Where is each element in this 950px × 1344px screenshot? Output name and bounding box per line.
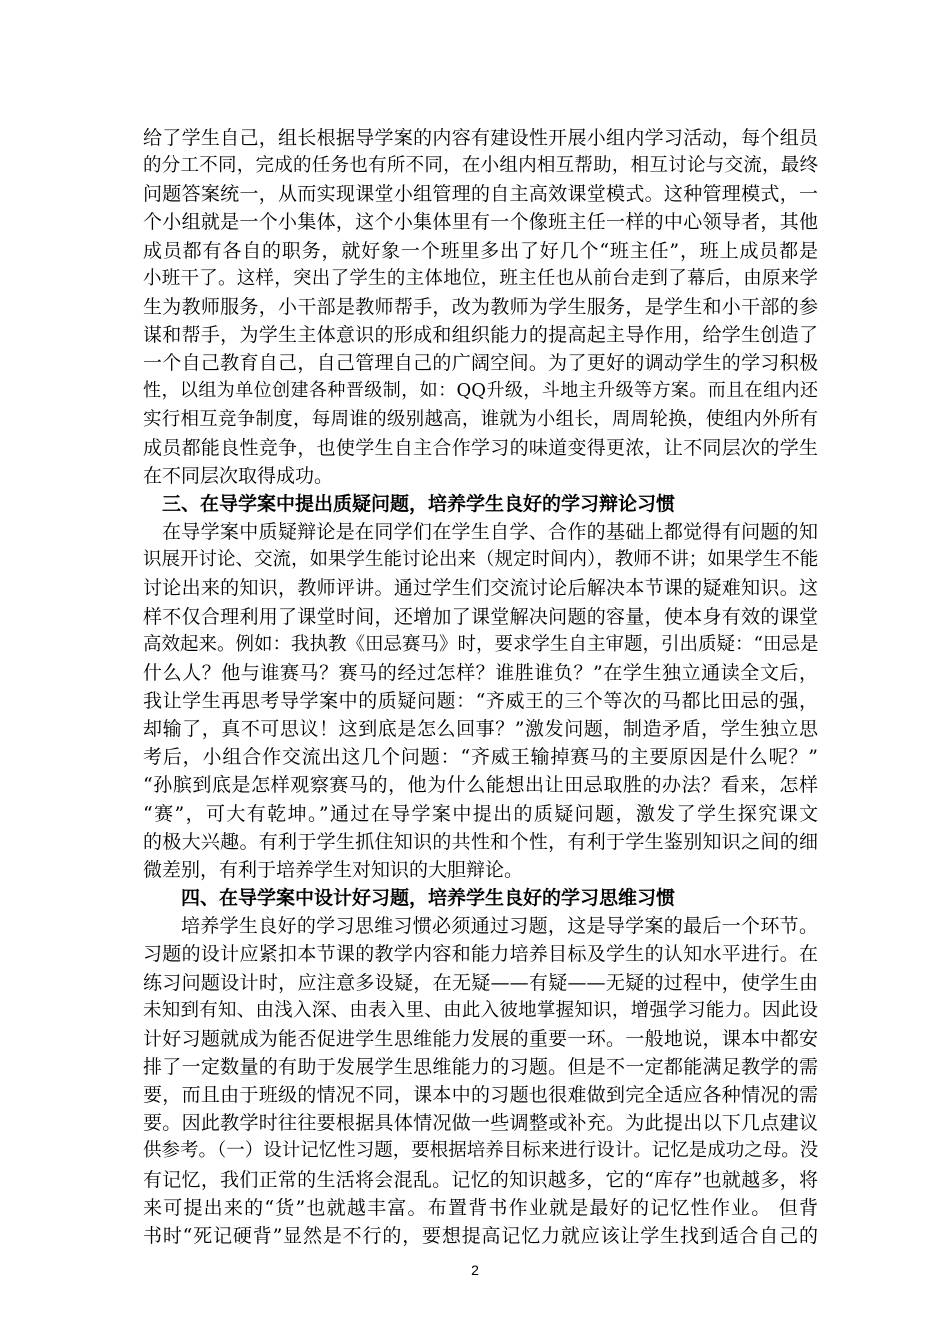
paragraph-line: 的分工不同，完成的任务也有所不同，在小组内相互帮助，相互讨论与交流，最终 <box>143 155 818 177</box>
paragraph-line: 排了一定数量的有助于发展学生思维能力的习题。但是不一定都能满足教学的需 <box>143 1055 818 1078</box>
paragraph-line: 高效起来。例如：我执教《田忌赛马》时，要求学生自主审题，引出质疑：“田忌是 <box>143 633 818 655</box>
paragraph-line: 成员都有各自的职务，就好象一个班里多出了好几个“班主任”，班上成员都是 <box>143 239 818 262</box>
paragraph-line: 实行相互竞争制度，每周谁的级别越高，谁就为小组长，周周轮换，使组内外所有 <box>143 408 818 430</box>
paragraph-line: 问题答案统一，从而实现课堂小组管理的自主高效课堂模式。这种管理模式，一 <box>143 183 818 206</box>
paragraph-line: 计好习题就成为能否促进学生思维能力发展的重要一环。一般地说，课本中都安 <box>143 1027 818 1050</box>
paragraph-line: 要。因此教学时往往要根据具体情况做一些调整或补充。为此提出以下几点建议 <box>143 1112 818 1135</box>
paragraph-line: 识展开讨论、交流，如果学生能讨论出来（规定时间内），教师不讲；如果学生不能 <box>143 549 818 571</box>
paragraph-line: 在导学案中质疑辩论是在同学们在学生自学、合作的基础上都觉得有问题的知 <box>162 521 818 544</box>
paragraph-line: 书时“死记硬背”显然是不行的，要想提高记忆力就应该让学生找到适合自己的 <box>143 1224 818 1247</box>
paragraph-line: 在不同层次取得成功。 <box>143 464 334 487</box>
paragraph-line: 给了学生自己，组长根据导学案的内容有建设性开展小组内学习活动，每个组员 <box>143 127 818 149</box>
paragraph-line: 习题的设计应紧扣本节课的教学内容和能力培养目标及学生的认知水平进行。在 <box>143 943 818 966</box>
paragraph-line: 生为教师服务，小干部是教师帮手，改为教师为学生服务，是学生和小干部的参 <box>143 295 818 318</box>
paragraph-line: 什么人？他与谁赛马？赛马的经过怎样？谁胜谁负？”在学生独立通读全文后， <box>143 661 818 684</box>
paragraph-line: “赛”，可大有乾坤。”通过在导学案中提出的质疑问题，激发了学生探究课文 <box>143 802 818 825</box>
paragraph-line: 讨论出来的知识，教师评讲。通过学生们交流讨论后解决本节课的疑难知识。这 <box>143 577 818 600</box>
paragraph-line: 练习问题设计时，应注意多设疑，在无疑——有疑——无疑的过程中，使学生由 <box>143 971 818 994</box>
section-heading-3: 三、在导学案中提出质疑问题，培养学生良好的学习辩论习惯 <box>162 492 676 515</box>
paragraph-line: 未知到有知、由浅入深、由表入里、由此入彼地掌握知识，增强学习能力。因此设 <box>143 999 818 1021</box>
paragraph-line: 的极大兴趣。有利于学生抓住知识的共性和个性，有利于学生鉴别知识之间的细 <box>143 830 818 853</box>
paragraph-line: 我让学生再思考导学案中的质疑问题：“齐威王的三个等次的马都比田忌的强， <box>143 690 818 712</box>
paragraph-line: 却输了，真不可思议！这到底是怎么回事？”激发问题，制造矛盾，学生独立思 <box>143 718 818 741</box>
paragraph-line: 有记忆，我们正常的生活将会混乱。记忆的知识越多，它的“库存”也就越多，将 <box>143 1168 818 1191</box>
paragraph-line: 个小组就是一个小集体，这个小集体里有一个像班主任一样的中心领导者，其他 <box>143 211 818 234</box>
paragraph-line: 考后，小组合作交流出这几个问题：“齐威王输掉赛马的主要原因是什么呢？” <box>143 746 818 769</box>
paragraph-line: 来可提出来的“货”也就越丰富。布置背书作业就是最好的记忆性作业。 但背 <box>143 1196 818 1219</box>
paragraph-line: 微差别，有利于培养学生对知识的大胆辩论。 <box>143 858 524 881</box>
paragraph-line: 成员都能良性竞争，也使学生自主合作学习的味道变得更浓，让不同层次的学生 <box>143 436 818 459</box>
paragraph-line: 样不仅合理利用了课堂时间，还增加了课堂解决问题的容量，使本身有效的课堂 <box>143 605 818 628</box>
paragraph-line: 培养学生良好的学习思维习惯必须通过习题，这是导学案的最后一个环节。 <box>181 915 818 938</box>
paragraph-line: 小班干了。这样，突出了学生的主体地位，班主任也从前台走到了幕后，由原来学 <box>143 267 818 289</box>
paragraph-line: 谋和帮手，为学生主体意识的形成和组织能力的提高起主导作用，给学生创造了 <box>143 324 818 346</box>
paragraph-line: 供参考。（一）设计记忆性习题，要根据培养目标来进行设计。记忆是成功之母。没 <box>143 1140 818 1162</box>
page-number: 2 <box>471 1262 479 1278</box>
paragraph-line: 性，以组为单位创建各种晋级制，如：QQ升级，斗地主升级等方案。而且在组内还 <box>143 380 818 402</box>
paragraph-line: “孙膑到底是怎样观察赛马的，他为什么能想出让田忌取胜的办法？看来，怎样 <box>143 774 818 797</box>
section-heading-4: 四、在导学案中设计好习题，培养学生良好的学习思维习惯 <box>181 887 676 909</box>
paragraph-line: 要，而且由于班级的情况不同，课本中的习题也很难做到完全适应各种情况的需 <box>143 1084 818 1107</box>
paragraph-line: 一个自己教育自己，自己管理自己的广阔空间。为了更好的调动学生的学习积极 <box>143 352 818 375</box>
